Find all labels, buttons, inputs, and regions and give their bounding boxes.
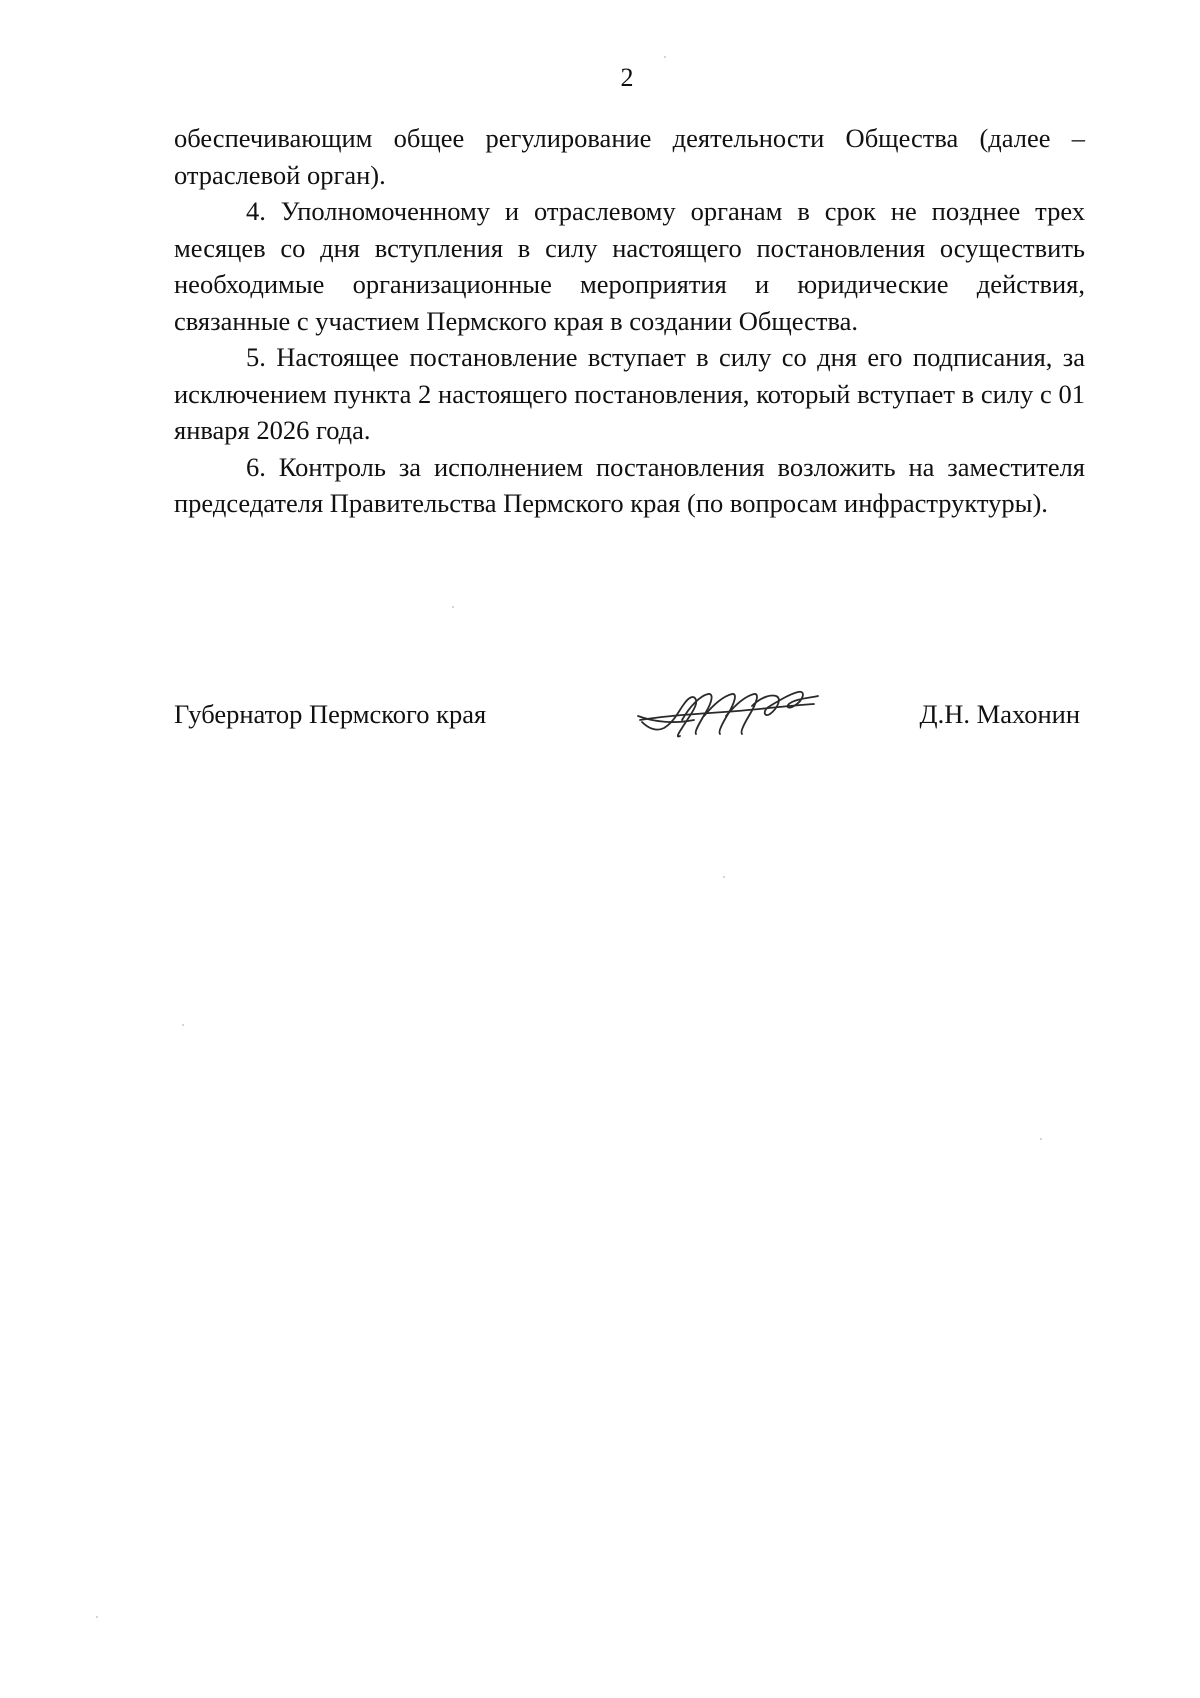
paragraph-item-4: 4. Уполномоченному и отраслевому органам в срок не позднее трех месяцев со дня вступления в силу настоящего постановления осуществить необходимые организационные мероприятия и юридические действия, связанные с участием Пермского края в создании Общества. xyxy=(174,196,1085,336)
document-body xyxy=(174,120,1085,522)
scan-speck xyxy=(664,56,666,58)
paragraph-continuation: обеспечивающим общее регулирование деятельности Общества (далее – отраслевой орган). xyxy=(174,123,1085,190)
handwritten-signature xyxy=(634,676,824,746)
signatory-position: Губернатор Пермского края xyxy=(174,699,487,729)
scan-speck xyxy=(723,876,725,878)
scan-speck xyxy=(96,1616,98,1618)
paragraph-item-6: 6. Контроль за исполнением постановления возложить на заместителя председателя Правительства Пермского края (по вопросам инфраструктуры). xyxy=(174,451,1085,518)
scan-speck xyxy=(182,1024,184,1026)
paragraph-item-5: 5. Настоящее постановление вступает в силу со дня его подписания, за исключением пункта 2 настоящего постановления, который вступает в силу с 01 января 2026 года. xyxy=(174,342,1085,445)
scan-speck xyxy=(1040,1138,1042,1140)
signatory-name: Д.Н. Махонин xyxy=(919,699,1080,729)
signature-block xyxy=(174,686,1080,746)
page-number: 2 xyxy=(620,63,634,92)
scan-speck xyxy=(452,606,454,608)
